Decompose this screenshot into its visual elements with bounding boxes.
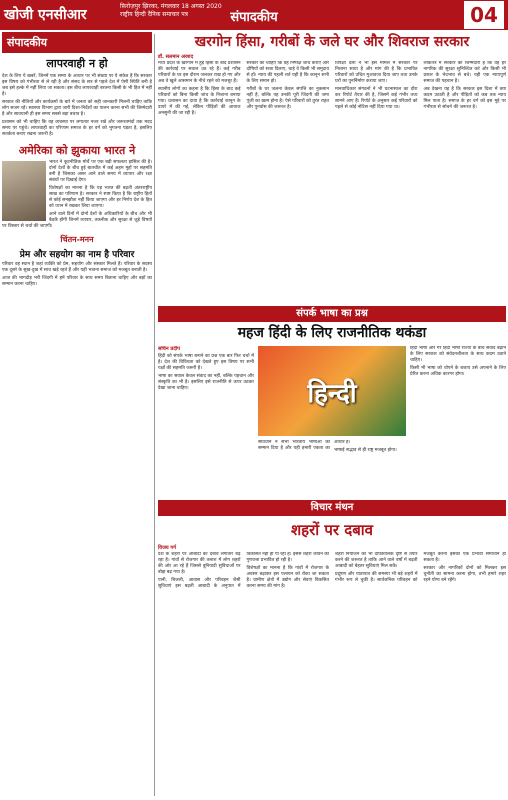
feature-paragraph: भाषाई सद्भाव से ही राष्ट्र मजबूत होगा। <box>334 448 397 453</box>
chintan-headline: प्रेम और सहयोग का नाम है परिवार <box>19 250 135 260</box>
feature-column-b <box>410 346 506 496</box>
chintan-paragraph: आज की भागदौड़ भरी जिंदगी में हमें परिवार के साथ समय बिताना चाहिए और बड़ों का सम्मान करना चाहिए। <box>2 276 152 287</box>
editorial-tag: संपादकीय <box>2 32 152 53</box>
main-paragraph: अब देखना यह है कि सरकार इस दिशा में क्या कदम उठाती है और पीड़ितों को कब तक न्याय मिल पाता है। समाज के हर वर्ग को इस मुद्दे पर गंभीरता से सोचने की जरूरत है। <box>423 87 506 110</box>
left-column <box>2 32 152 798</box>
second-headline: अमेरिका को झुकाया भारत ने <box>18 144 136 157</box>
feature-paragraph: हिंदी को संपर्क भाषा बनाने का प्रश्न एक बार फिर चर्चा में है। देश की विविधता को देखते हुए इस विषय पर सभी पक्षों की सहमति जरूरी है। <box>158 354 254 371</box>
vichar-paragraph: पानी, बिजली, आवास और परिवहन जैसी सुविधाएं इस बढ़ती आबादी के अनुपात में विकसित नहीं हो पा रही हैं। इससे शहरी जीवन की गुणवत्ता प्रभावित हो रही है। <box>158 552 329 589</box>
feature-paragraph: भाषा का सवाल केवल संवाद का नहीं, बल्कि पहचान और संस्कृति का भी है। इसलिए इसे राजनीति से ऊपर उठकर देखा जाना चाहिए। <box>158 374 254 391</box>
main-paragraph: गरीबों के घर जलना केवल संपत्ति का नुकसान नहीं है, बल्कि यह उनकी पूरी जिंदगी की जमा पूंजी का खत्म होना है। ऐसे परिवारों को तुरंत राहत और पुनर्वास की जरूरत है। <box>246 87 330 110</box>
vichar-body <box>158 552 506 796</box>
feature-headline: महज हिंदी के लिए राजनीतिक थकंडा <box>237 325 427 341</box>
main-paragraph: स्थानीय लोगों का कहना है कि हिंसा के बाद कई परिवारों को बिना किसी जांच के निशाना बनाया गया। प्रशासन का दावा है कि कार्रवाई कानून के दायरे में की गई, लेकिन पीड़ितों की आवाज अनसुनी की जा रही है। <box>158 87 241 116</box>
editorial-paragraph: प्रशासन को भी चाहिए कि वह व्यवस्था पर लगातार नजर रखे और जरूरतमंदों तक मदद समय पर पहुंचे। लापरवाही का परिणाम समाज के हर वर्ग को भुगतना पड़ता है, इसलिए सतर्कता बनाए रखना जरूरी है। <box>2 120 152 137</box>
main-paragraph: लोकतंत्र में सरकार की जिम्मेदारी है कि वह हर नागरिक की सुरक्षा सुनिश्चित करे और किसी भी प्रकार के भेदभाव से बचे। यही एक न्यायपूर्ण समाज की पहचान है। <box>423 61 506 84</box>
chintan-tag: चिंतन-मनन <box>60 235 94 244</box>
masthead-tagline: राष्ट्रीय हिन्दी दैनिक समाचार पत्र <box>120 11 188 18</box>
feature-paragraph: हिंदी भाषी और गैर हिंदी भाषी राज्यों के बीच संवाद बढ़ाने के लिए सरकार को संवेदनशीलता के साथ कदम उठाने चाहिए। <box>410 346 506 363</box>
main-paragraph: सरकार को चाहिए कि वह निष्पक्ष जांच कराए और दोषियों को सजा दिलाए, चाहे वे किसी भी समुदाय से हों। न्याय की पहली शर्त यही है कि कानून सभी के लिए समान हो। <box>246 61 329 84</box>
hindi-illustration <box>258 346 406 436</box>
vichar-paragraph: शहरी नियोजन को भी दीर्घकालिक दृष्टि से तैयार करने की जरूरत है ताकि आने वाले वर्षों में बढ़ती आबादी को बेहतर सुविधाएं मिल सकें। <box>335 552 418 569</box>
editorial-paragraph: सरकार की नीतियों और कार्यक्रमों के बारे में जनता को सही जानकारी मिलनी चाहिए ताकि लोग सजग रहें। स्वास्थ्य विभाग द्वारा जारी दिशा-निर्देशों का पालन करना सभी की जिम्मेदारी है और सावधानी ही इस समय सबसे बड़ा बचाव है। <box>2 100 152 117</box>
section-title: संपादकीय <box>230 10 278 25</box>
column-divider <box>154 34 155 796</box>
editorial-paragraph: देश के लिए ये खबरें, जिनमें एक समय के आधार पर भी संख्या पर ये संकेत हैं कि सरकार इस विषय को गंभीरता से ले रही है और संसद के सत्र से पहले देश में ऐसी स्थिति बनी है जब इसे हल्के में नहीं लिया जा सकता। इस बीच लापरवाही बरतना किसी के भी हित में नहीं है। <box>2 74 152 97</box>
vichar-paragraph: विशेषज्ञों का मानना है कि गांवों में रोजगार के अवसर बढ़ाकर इस पलायन को रोका जा सकता है। ग्रामीण क्षेत्रों में उद्योग और सेवाएं विकसित करना समय की मांग है। <box>246 566 329 589</box>
second-paragraph: भारत ने कूटनीतिक मोर्चे पर एक बड़ी सफलता हासिल की है। दोनों देशों के बीच हुई बातचीत में कई अहम मुद्दों पर सहमति बनी है जिसका असर आने वाले समय में व्यापार और रक्षा संबंधों पर दिखाई देगा। <box>49 160 152 183</box>
vichar-paragraph: प्रदूषण और यातायात की समस्या भी बड़े शहरों में गंभीर रूप ले चुकी है। सार्वजनिक परिवहन को मजबूत करना इसका एक प्रभावी समाधान हो सकता है। <box>335 552 506 583</box>
main-story-body <box>158 61 506 303</box>
chintan-paragraph: परिवार वह स्थान है जहां व्यक्ति को प्रेम, सहयोग और संस्कार मिलते हैं। परिवार के सदस्य एक दूसरे के सुख-दुख में साथ खड़े रहते हैं और यही भावना समाज को मजबूत बनाती है। <box>2 262 152 273</box>
hindi-illustration-text: हिन्दी <box>307 379 357 409</box>
feature-byline: सचिन प्रदीप <box>158 346 181 352</box>
second-paragraph: विशेषज्ञों का मानना है कि यह भारत की बढ़ती अंतरराष्ट्रीय साख का परिणाम है। सरकार ने स्पष्ट किया है कि राष्ट्रीय हितों से कोई समझौता नहीं किया जाएगा और हर निर्णय देश के हित को ध्यान में रखकर लिया जाएगा। <box>49 186 152 209</box>
second-paragraph: आने वाले दिनों में दोनों देशों के अधिकारियों के बीच और भी बैठकें होंगी जिनमें व्यापार, तकनीक और सुरक्षा से जुड़े विषयों पर विस्तार से चर्चा की जाएगी। <box>2 212 152 229</box>
vichar-banner: विचार मंथन <box>158 500 506 516</box>
feature-banner: संपर्क भाषा का प्रश्न <box>158 306 506 322</box>
feature-column-a <box>158 346 254 496</box>
vichar-byline: विजय गर्ग <box>158 545 177 551</box>
vichar-paragraph: सरकार और नागरिकों दोनों को मिलकर इस चुनौती का सामना करना होगा, तभी हमारे शहर रहने योग्य बने रहेंगे। <box>423 566 506 583</box>
feature-paragraph: किसी भी भाषा को थोपने के बजाय उसे अपनाने के लिए प्रेरित करना अधिक कारगर होगा। <box>410 366 506 377</box>
editorial-headline: लापरवाही न हो <box>46 57 108 70</box>
vichar-paragraph: देश के शहरों पर आबादी का दबाव लगातार बढ़ रहा है। गांवों से रोजगार की तलाश में लोग शहरों की ओर आ रहे हैं जिससे बुनियादी सुविधाओं पर बोझ बढ़ गया है। <box>158 552 241 575</box>
main-paragraph: मानवाधिकार संगठनों ने भी घटनास्थल का दौरा कर रिपोर्ट तैयार की है, जिसमें कई गंभीर तथ्य सामने आए हैं। रिपोर्ट के अनुसार कई परिवारों को पहले से कोई नोटिस नहीं दिया गया था। <box>335 87 418 110</box>
main-paragraph: मध्य प्रदेश के खरगोन में हुई हिंसा के बाद प्रशासन की कार्रवाई पर सवाल उठ रहे हैं। कई गरीब परिवारों के घर इस दौरान जलकर राख हो गए और अब वे खुले आसमान के नीचे रहने को मजबूर हैं। <box>158 61 241 84</box>
feature-under-image <box>258 440 406 496</box>
masthead-date: फ़िरोज़पुर झिरका, मंगलवार 18 अगस्त 2020 <box>120 3 222 10</box>
vichar-headline: शहरों पर दबाव <box>290 521 374 539</box>
main-paragraph: विपक्षी दलों ने भी इस मामले में सरकार पर निशाना साधा है और मांग की है कि प्रभावित परिवारों को उचित मुआवजा दिया जाए तथा उनके घरों का पुनर्निर्माण कराया जाए। <box>335 61 418 84</box>
masthead-logo: खोजी एनसीआर <box>4 7 87 23</box>
feature-paragraph: संविधान ने सभी भारतीय भाषाओं को सम्मान दिया है और यही हमारी एकता का आधार है। <box>258 440 351 451</box>
masthead <box>0 0 508 30</box>
main-byline: डॉ. सलमान अरशद <box>158 54 194 60</box>
main-headline: खरगोन हिंसा, गरीबों के जले घर और शिवराज सरकार <box>194 34 470 50</box>
portrait-photo <box>2 161 46 221</box>
page-number: 04 <box>464 1 504 29</box>
